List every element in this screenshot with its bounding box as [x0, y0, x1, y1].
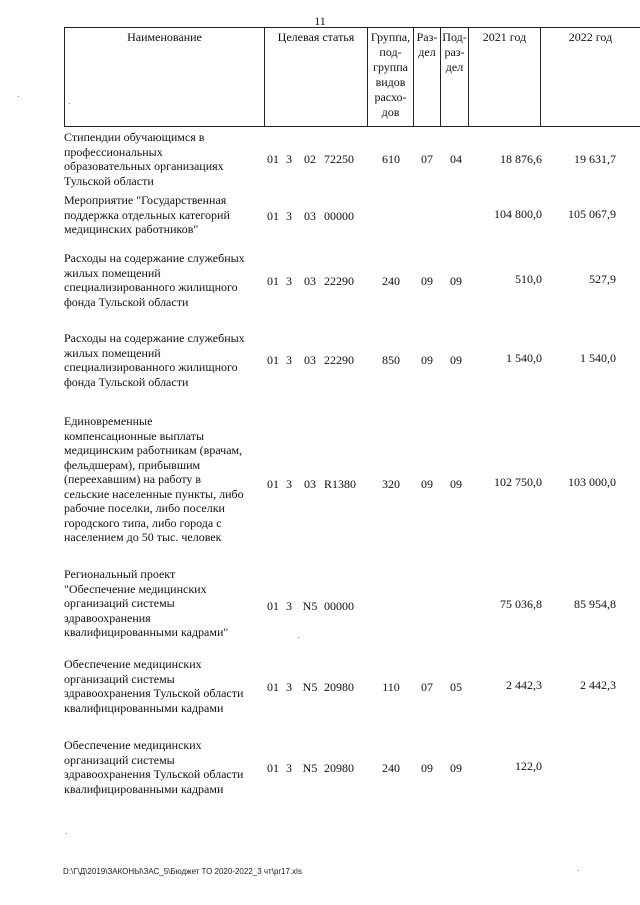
- target-part-4: 00000: [324, 599, 354, 613]
- value-2021: 510,0: [515, 272, 542, 286]
- value-2022: 103 000,0: [568, 475, 616, 489]
- target-part-4: 22290: [324, 274, 354, 288]
- scan-speck: [298, 637, 299, 638]
- scan-speck: [18, 96, 19, 97]
- value-2021: 75 036,8: [500, 597, 542, 611]
- value-2021: 1 540,0: [506, 351, 542, 365]
- scan-speck: [69, 103, 70, 104]
- target-part-2: 3: [286, 680, 292, 694]
- target-part-1: 01: [267, 477, 279, 491]
- column-header-razdel: Раз- дел: [414, 28, 441, 127]
- value-2021: 18 876,6: [500, 152, 542, 166]
- razdel-code: 07: [421, 152, 433, 166]
- target-part-2: 3: [286, 209, 292, 223]
- scan-speck: [66, 833, 67, 834]
- target-part-3: N5: [302, 761, 318, 775]
- podrazdel-code: 05: [450, 680, 462, 694]
- row-name: Мероприятие "Государственная поддержка отдельных категорий медицинских работников": [64, 193, 230, 236]
- target-part-4: 20980: [324, 761, 354, 775]
- value-2022: 527,9: [589, 272, 616, 286]
- razdel-code: 09: [421, 477, 433, 491]
- target-part-3: N5: [302, 599, 318, 613]
- target-part-3: 03: [304, 477, 316, 491]
- value-2022: 1 540,0: [580, 351, 616, 365]
- row-name: Расходы на содержание служебных жилых помещений специализированного жилищного фонда Тульской области: [64, 251, 245, 309]
- table-header: [64, 27, 640, 127]
- target-part-1: 01: [267, 761, 279, 775]
- row-name: Региональный проект "Обеспечение медицинских организаций системы здравоохранения квалифицированными кадрами": [64, 567, 229, 639]
- target-part-1: 01: [267, 209, 279, 223]
- group-code: 850: [382, 353, 400, 367]
- column-header-name: Наименование: [65, 28, 265, 127]
- scan-speck: [578, 870, 579, 871]
- column-header-group: Группа, под- группа видов расхо- дов: [368, 28, 414, 127]
- target-part-3: N5: [302, 680, 318, 694]
- value-2021: 2 442,3: [506, 678, 542, 692]
- group-code: 320: [382, 477, 400, 491]
- razdel-code: 09: [421, 353, 433, 367]
- podrazdel-code: 09: [450, 353, 462, 367]
- podrazdel-code: 04: [450, 152, 462, 166]
- value-2022: 105 067,9: [568, 207, 616, 221]
- target-part-3: 02: [304, 152, 316, 166]
- target-part-2: 3: [286, 477, 292, 491]
- row-name: Обеспечение медицинских организаций системы здравоохранения Тульской области квалифицированными кадрами: [64, 738, 244, 796]
- target-part-2: 3: [286, 599, 292, 613]
- target-part-1: 01: [267, 680, 279, 694]
- podrazdel-code: 09: [450, 761, 462, 775]
- column-header-2021: 2021 год: [469, 28, 541, 127]
- target-part-2: 3: [286, 353, 292, 367]
- target-part-1: 01: [267, 599, 279, 613]
- target-part-4: 72250: [324, 152, 354, 166]
- page-number: 11: [314, 14, 326, 28]
- row-name: Обеспечение медицинских организаций системы здравоохранения Тульской области квалифицированными кадрами: [64, 657, 244, 715]
- razdel-code: 09: [421, 761, 433, 775]
- target-part-4: 22290: [324, 353, 354, 367]
- row-name: Расходы на содержание служебных жилых помещений специализированного жилищного фонда Тульской области: [64, 331, 245, 389]
- target-part-4: R1380: [324, 477, 357, 491]
- target-part-2: 3: [286, 152, 292, 166]
- group-code: 610: [382, 152, 400, 166]
- value-2021: 102 750,0: [494, 475, 542, 489]
- row-name: Стипендии обучающимся в профессиональных образовательных организациях Тульской области: [64, 130, 224, 188]
- row-name: Единовременные компенсационные выплаты медицинским работникам (врачам, фельдшерам), прибывшим (переехавшим) на работу в сельские населенные пункты, либо рабочие поселки, либо поселки городского типа, либо города с населением до 50 тыс. человек: [64, 414, 244, 544]
- target-part-1: 01: [267, 353, 279, 367]
- group-code: 240: [382, 274, 400, 288]
- target-part-2: 3: [286, 274, 292, 288]
- column-header-podrazdel: Под- раз- дел: [441, 28, 469, 127]
- target-part-3: 03: [304, 209, 316, 223]
- target-part-2: 3: [286, 761, 292, 775]
- target-part-4: 00000: [324, 209, 354, 223]
- group-code: 110: [382, 680, 400, 694]
- footer-file-path: D:\Г\Д\2019\ЗАКОНЫ\ЗАС_5\Бюджет ТО 2020-2022_3 чт\pr17.xls: [63, 867, 302, 876]
- podrazdel-code: 09: [450, 274, 462, 288]
- column-header-2022: 2022 год: [541, 28, 640, 127]
- column-header-target: Целевая статья: [265, 28, 368, 127]
- razdel-code: 07: [421, 680, 433, 694]
- razdel-code: 09: [421, 274, 433, 288]
- value-2022: 85 954,8: [574, 597, 616, 611]
- value-2021: 122,0: [515, 759, 542, 773]
- target-part-4: 20980: [324, 680, 354, 694]
- target-part-3: 03: [304, 353, 316, 367]
- target-part-1: 01: [267, 274, 279, 288]
- value-2021: 104 800,0: [494, 207, 542, 221]
- target-part-3: 03: [304, 274, 316, 288]
- value-2022: 2 442,3: [580, 678, 616, 692]
- target-part-1: 01: [267, 152, 279, 166]
- value-2022: 19 631,7: [574, 152, 616, 166]
- podrazdel-code: 09: [450, 477, 462, 491]
- group-code: 240: [382, 761, 400, 775]
